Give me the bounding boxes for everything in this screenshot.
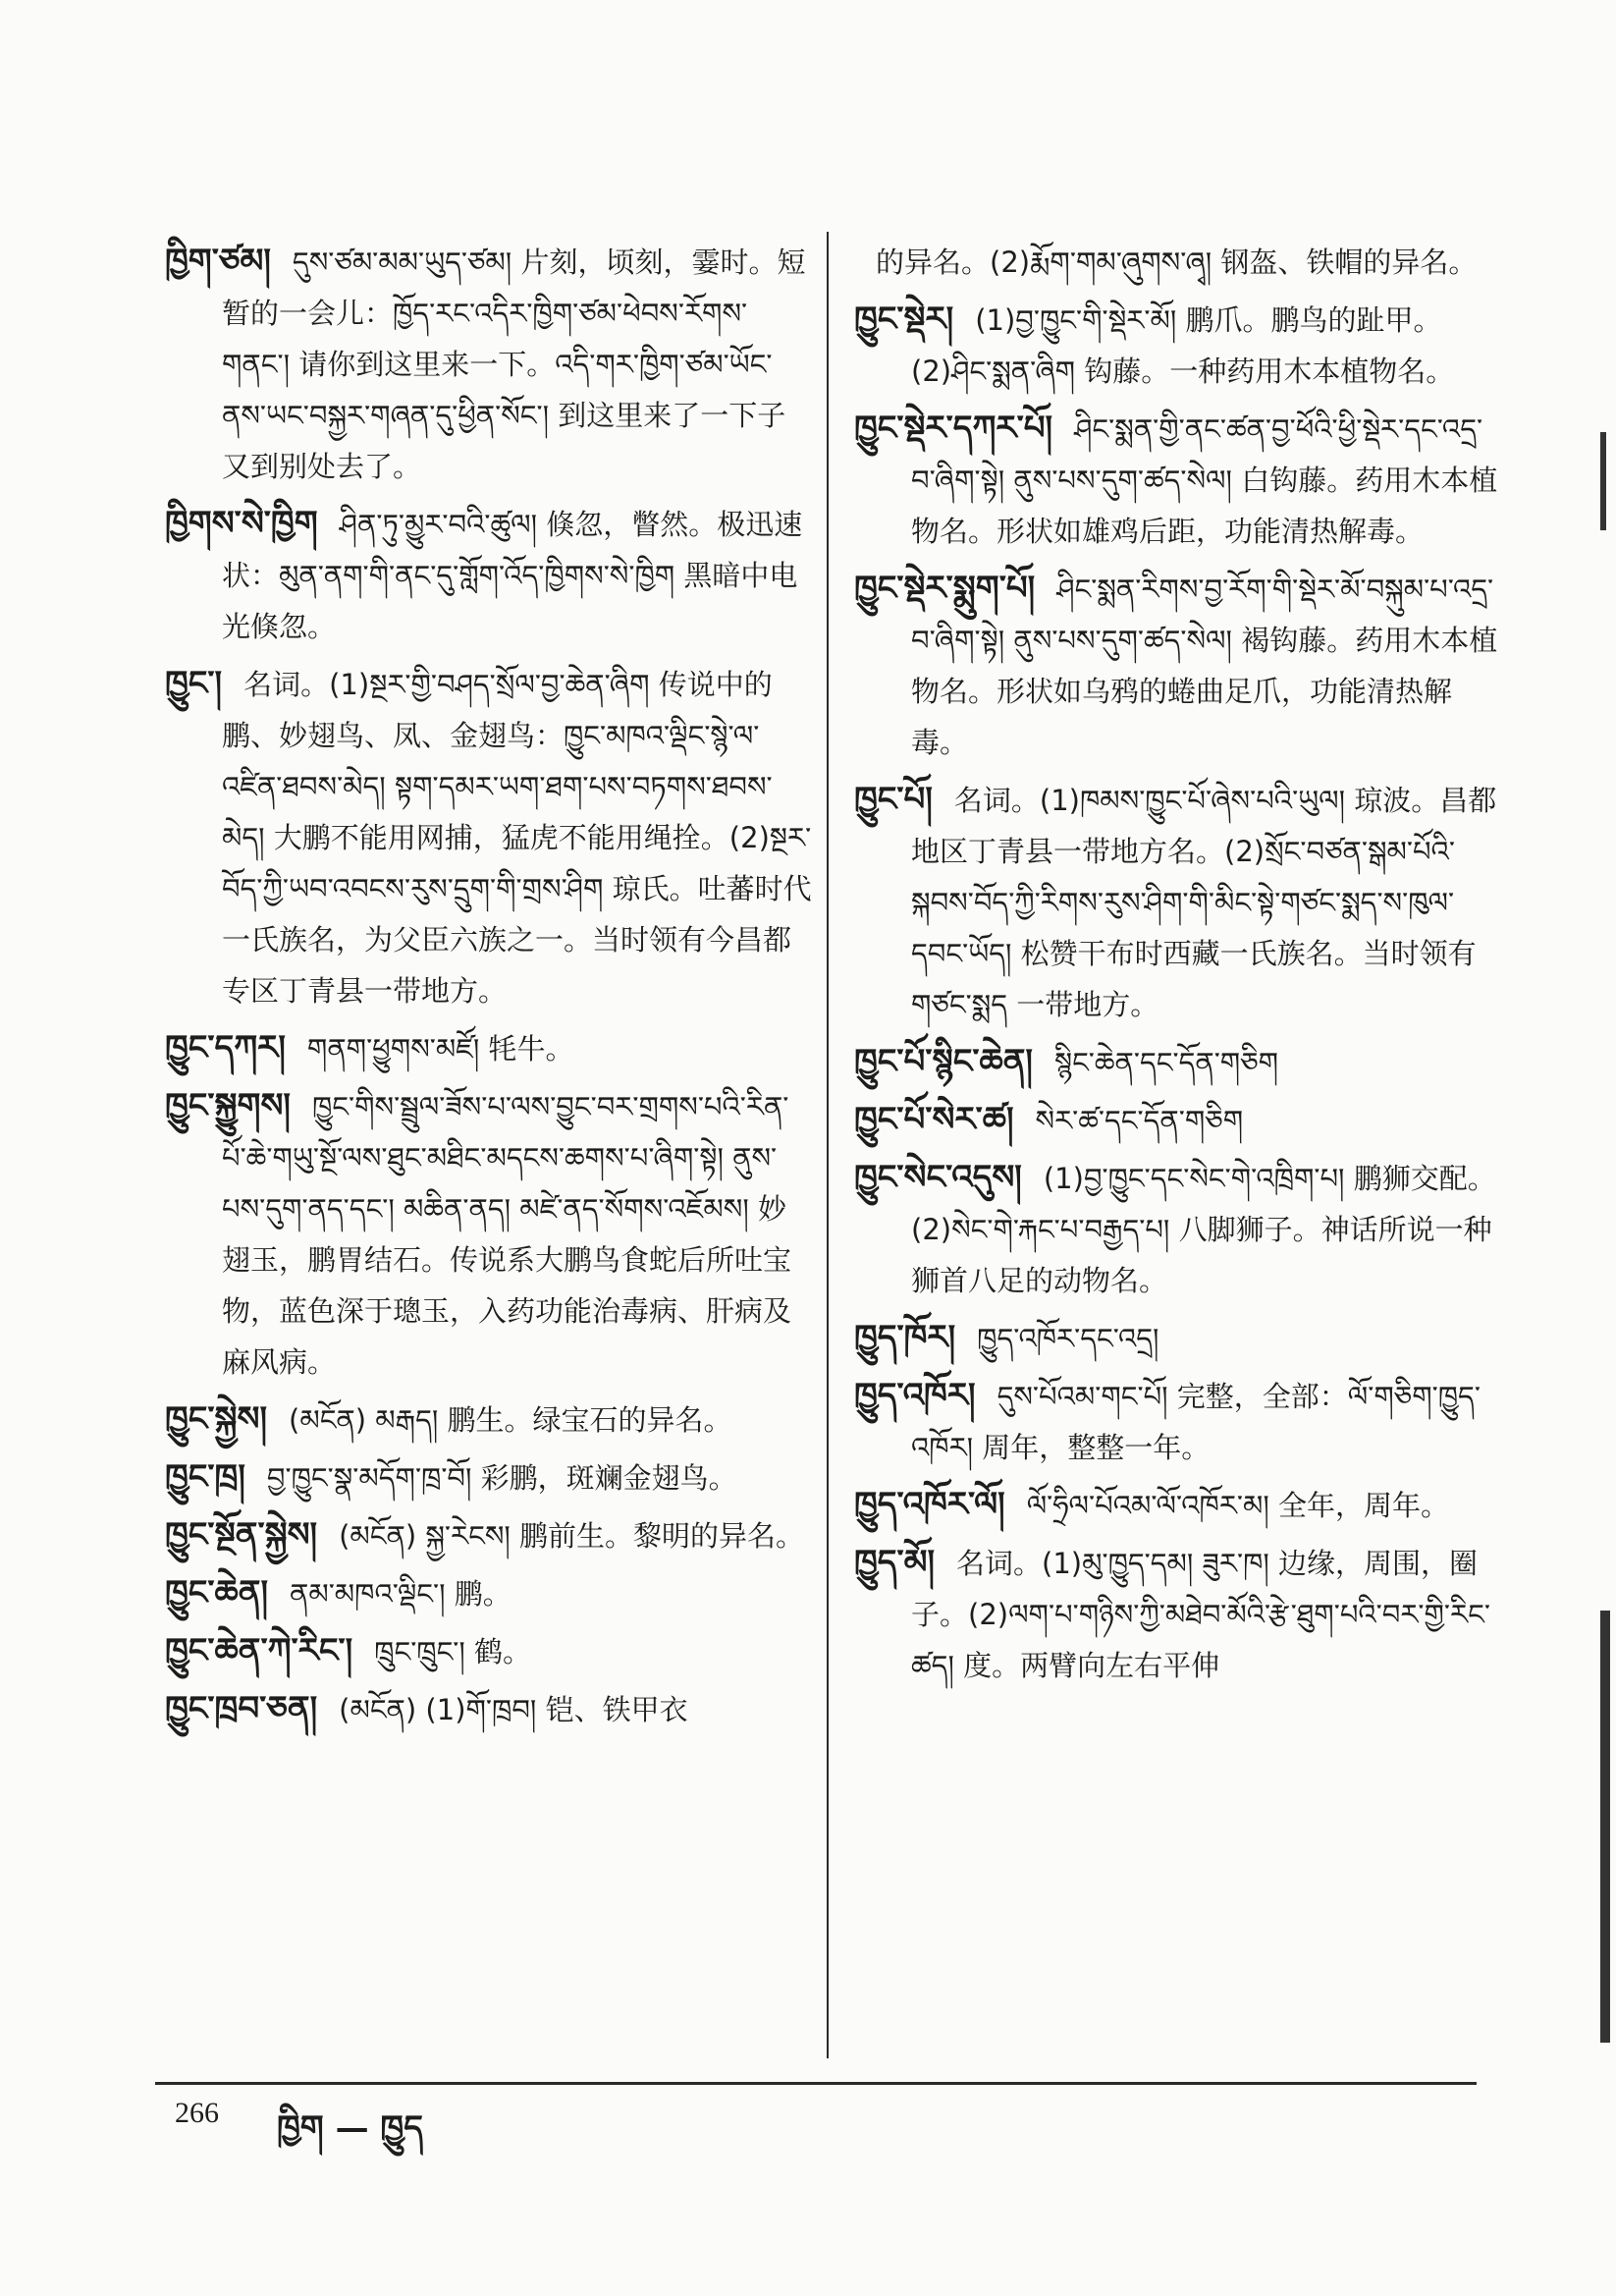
page-number: 266 — [175, 2097, 219, 2129]
definition: ཁྱུད་འཁོར་དང་འདྲ། — [977, 1322, 1159, 1355]
thumb-index-mark — [1600, 1611, 1610, 2043]
definition: ཤིང་སྨན་གྱི་ནང་ཚན་བྱ་ཕོའི་ཕྱི་སྡེར་དང་འདྲ་བ་ཞིག་སྟེ། ནུས་པས་དུག་ཚད་སེལ། 白钩藤。药用木本植物名。形状如雄鸡后距，功能清热解毒。 — [911, 412, 1498, 548]
dictionary-entry — [165, 1683, 813, 1735]
headword: ཁྱུང་སྡེར་སྨུག་པོ། — [854, 569, 1036, 608]
dictionary-entry — [854, 1370, 1502, 1473]
headword: ཁྱུང་སྔོན་སྐྱེས། — [165, 1515, 318, 1555]
dictionary-entry — [165, 1394, 813, 1446]
dictionary-entry — [854, 1479, 1502, 1531]
definition: ཁྲུང་ཁྲུང་། 鹤。 — [374, 1635, 532, 1668]
dictionary-entry — [165, 1022, 813, 1074]
headword: ཁྱུང་པོ། — [854, 780, 933, 819]
definition: (མངོན) (1)གོ་ཁྲབ། 铠、铁甲衣 — [339, 1693, 688, 1726]
definition: ཤིན་ཏུ་མྱུར་བའི་ཚུལ། 倏忽，瞥然。极迅速状：མུན་ནག་གི་ནང་དུ་གློག་འོད་ཁྱིགས་སེ་ཁྱིག 黑暗中电光倏忽。 — [222, 508, 803, 643]
thumb-index-mark — [1600, 432, 1606, 530]
headword: ཁྱུང་པོ་སྙིང་ཆེན། — [854, 1042, 1033, 1081]
dictionary-entry — [165, 498, 813, 652]
headword: ཁྱུང་སེང་འདུས། — [854, 1158, 1022, 1197]
definition: དུས་པོའམ་གང་པོ། 完整，全部：ལོ་གཅིག་ཁྱུད་འཁོར། 周年，整整一年。 — [911, 1380, 1481, 1464]
running-head: ཁྱིག — ཁྱུད — [277, 2108, 423, 2148]
dictionary-entry — [854, 774, 1502, 1030]
definition: (མངོན) སྐྱ་རེངས། 鹏前生。黎明的异名。 — [339, 1519, 805, 1553]
headword: ཁྱིགས་སེ་ཁྱིག — [165, 504, 318, 543]
dictionary-entry — [165, 658, 813, 1016]
definition: 名词。(1)སྔར་གྱི་བཤད་སྲོལ་བྱ་ཆེན་ཞིག 传说中的鹏、妙翅鸟、凤、金翅鸟：ཁྱུང་མཁའ་ལྡིང་སྙེ་ལ་འཛིན་ཐབས་མེད། སྟག་དམར་ཡག་ཐག་པས་བཏགས་ཐབས་མེད། 大鹏不能用网捕，猛虎不能用绳拴。(2)སྔར་བོད་ཀྱི་ཡབ་འབངས་རུས་དྲུག་གི་གྲས་ཤིག 琼氏。吐蕃时代一氏族名，为父臣六族之一。当时领有今昌都专区丁青县一带地方。 — [222, 668, 812, 1008]
headword: ཁྱུང་སྡེར་དཀར་པོ། — [854, 409, 1053, 448]
headword: ཁྱུང་སྐྱུགས། — [165, 1086, 291, 1125]
definition: དུས་ཙམ་མམ་ཡུད་ཙམ། 片刻，顷刻，霎时。短暂的一会儿：ཁྱོད་རང་འདིར་ཁྱིག་ཙམ་ཕེབས་རོགས་གནང་། 请你到这里来一下。འདི་གར་ཁྱིག་ཙམ་ཡོང་ནས་ཡང་བསྐྱར་གཞན་དུ་ཕྱིན་སོང་། 到这里来了一下子又到别处去了。 — [222, 246, 806, 483]
footer-rule — [155, 2082, 1477, 2085]
definition: 的异名。(2)རྨོག་གམ་ཞུགས་ཞྭ། 钢盔、铁帽的异名。 — [876, 246, 1478, 279]
dictionary-entry — [165, 236, 813, 492]
headword: ཁྱུད་མོ། — [854, 1543, 936, 1582]
right-column — [854, 236, 1502, 1697]
headword: ཁྱུང་སྡེར། — [854, 300, 954, 339]
dictionary-entry — [854, 1312, 1502, 1364]
dictionary-entry — [854, 1036, 1502, 1088]
definition: སེར་ཚ་དང་དོན་གཅིག — [1035, 1104, 1244, 1137]
definition: (མངོན) མརྒད། 鹏生。绿宝石的异名。 — [289, 1403, 732, 1437]
headword: ཁྱུད་འཁོར་ལོ། — [854, 1485, 1005, 1524]
definition: 名词。(1)མུ་ཁྱུད་དམ། ཟུར་ཁ། 边缘，周围，圈子。(2)ལག་པ་གཉིས་ཀྱི་མཐེབ་མོའི་རྩེ་ཐུག་པའི་བར་གྱི་རིང་ཚད། 度。两臂向左右平伸 — [911, 1547, 1490, 1682]
dictionary-entry — [165, 1625, 813, 1677]
dictionary-entry — [854, 1537, 1502, 1691]
dictionary-entry — [854, 1152, 1502, 1306]
headword: ཁྱུད་ཁོར། — [854, 1318, 956, 1357]
headword: ཁྱུང་ཆེན། — [165, 1573, 268, 1613]
headword: ཁྱིག་ཙམ། — [165, 242, 271, 281]
headword: ཁྱུང་། — [165, 664, 223, 703]
dictionary-entry — [165, 1451, 813, 1503]
dictionary-entry — [854, 563, 1502, 768]
definition: (1)བྱ་ཁྱུང་གི་སྡེར་མོ། 鹏爪。鹏鸟的趾甲。(2)ཤིང་སྨན་ཞིག 钩藤。一种药用木本植物名。 — [911, 303, 1455, 388]
headword: ཁྱུང་དཀར། — [165, 1028, 286, 1067]
dictionary-entry — [165, 1509, 813, 1561]
definition: གནག་ཕྱུགས་མཛོ། 牦牛。 — [306, 1032, 574, 1066]
definition: ཁྱུང་གིས་སྦྲུལ་ཟོས་པ་ལས་བྱུང་བར་གྲགས་པའི་རིན་པོ་ཆེ་གཡུ་སྔོ་ལས་ཐུང་མཐིང་མདངས་ཆགས་པ་ཞིག་སྟེ། ནུས་པས་དུག་ནད་དང་། མཆིན་ནད། མཛེ་ནད་སོགས་འཇོམས། 妙翅玉，鹏胃结石。传说系大鹏鸟食蛇后所吐宝物，蓝色深于璁玉，入药功能治毒病、肝病及麻风病。 — [222, 1090, 792, 1379]
dictionary-entry — [165, 1080, 813, 1388]
definition: 名词。(1)ཁམས་ཁྱུང་པོ་ཞེས་པའི་ཡུལ། 琼波。昌都地区丁青县一带地方名。(2)སྲོང་བཙན་སྒམ་པོའི་སྐབས་བོད་ཀྱི་རིགས་རུས་ཤིག་གི་མིང་སྟེ་གཙང་སྨད་ས་ཁུལ་དབང་ཡོད། 松赞干布时西藏一氏族名。当时领有 གཙང་སྨད 一带地方。 — [911, 784, 1497, 1021]
headword: ཁྱུང་པོ་སེར་ཚ། — [854, 1100, 1014, 1139]
left-column — [165, 236, 813, 1741]
headword: ཁྱུང་ཆེན་ཀེ་རིང་། — [165, 1631, 353, 1670]
dictionary-entry — [165, 1567, 813, 1619]
headword: ཁྱུང་ཁྲབ་ཅན། — [165, 1689, 318, 1728]
headword: ཁྱུང་ཁྲ། — [165, 1457, 245, 1497]
definition: ནམ་མཁའ་ལྡིང་། 鹏。 — [290, 1577, 512, 1611]
headword: ཁྱུང་སྐྱེས། — [165, 1399, 268, 1439]
definition: བྱ་ཁྱུང་སྣ་མདོག་ཁྲ་བོ། 彩鹏，斑斓金翅鸟。 — [266, 1461, 737, 1495]
headword: ཁྱུད་འཁོར། — [854, 1376, 976, 1415]
definition: ལོ་ཧྲིལ་པོའམ་ལོ་འཁོར་མ། 全年，周年。 — [1026, 1489, 1449, 1522]
dictionary-entry — [854, 403, 1502, 557]
column-divider — [827, 232, 829, 2058]
dictionary-entry-continued — [854, 236, 1502, 288]
dictionary-entry — [854, 1094, 1502, 1146]
definition: (1)བྱ་ཁྱུང་དང་སེང་གེ་འཁྲིག་པ། 鹏狮交配。(2)སེང་གེ་རྐང་པ་བརྒྱད་པ། 八脚狮子。神话所说一种狮首八足的动物名。 — [911, 1162, 1496, 1297]
definition: སྙིང་ཆེན་དང་དོན་གཅིག — [1053, 1046, 1279, 1079]
definition: ཤིང་སྨན་རིགས་བྱ་རོག་གི་སྡེར་མོ་བསྐུམ་པ་འདྲ་བ་ཞིག་སྟེ། ནུས་པས་དུག་ཚད་སེལ། 褐钩藤。药用木本植物名。形状如乌鸦的蜷曲足爪，功能清热解毒。 — [911, 573, 1498, 759]
dictionary-entry — [854, 294, 1502, 397]
